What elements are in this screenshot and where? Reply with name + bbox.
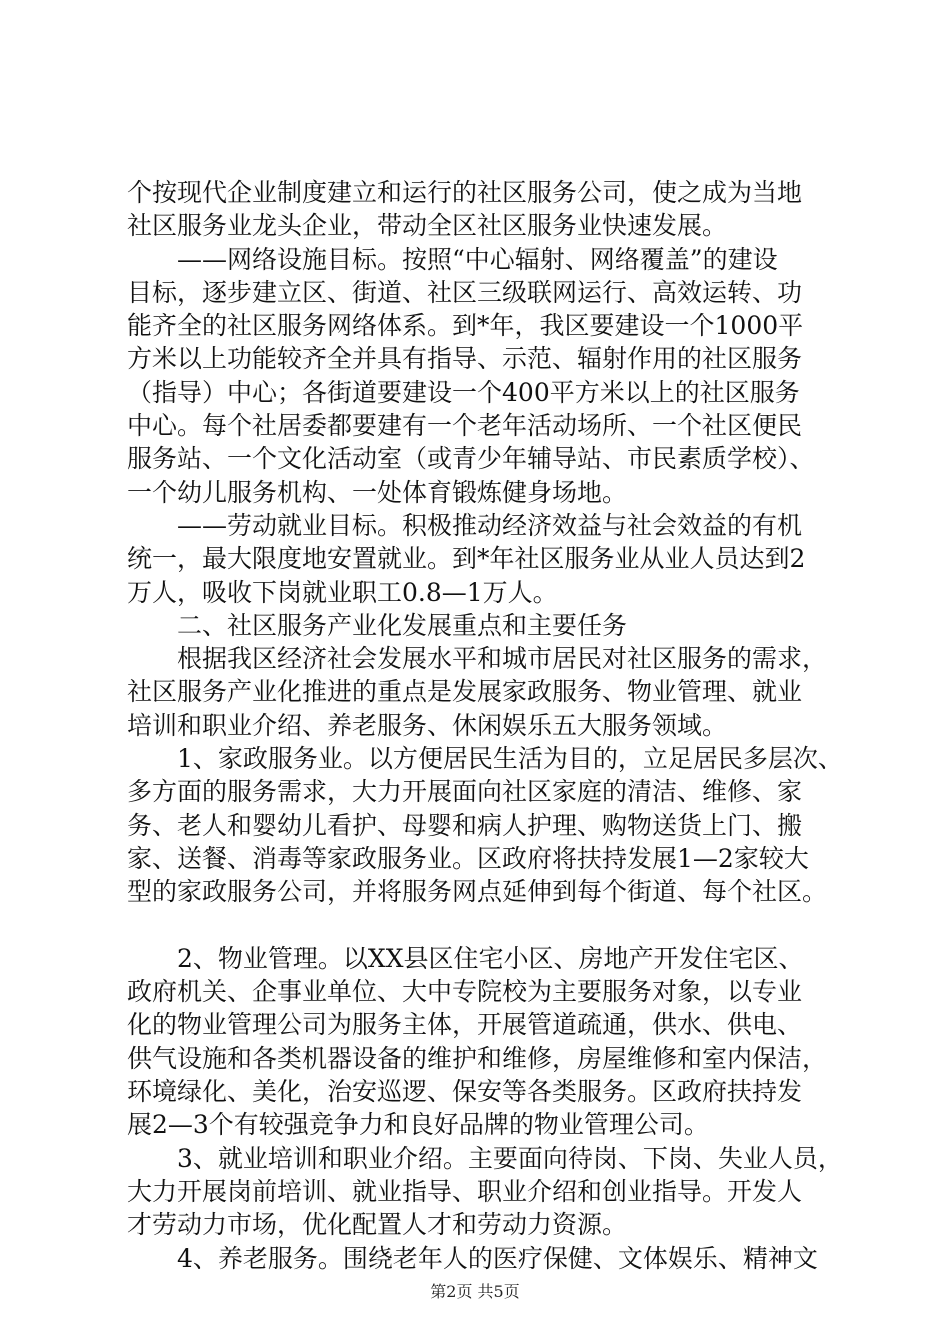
text-line: 服务站、一个文化活动室（或青少年辅导站、市民素质学校）、 [127,444,815,474]
text-line: 能齐全的社区服务网络体系。到*年，我区要建设一个1000平 [127,311,804,341]
text-line: 方米以上功能较齐全并具有指导、示范、辐射作用的社区服务 [127,344,803,374]
text-line: 展2—3个有较强竞争力和良好品牌的物业管理公司。 [127,1110,709,1140]
blank-line [127,909,832,942]
text-line: 3、就业培训和职业介绍。主要面向待岗、下岗、失业人员， [177,1143,843,1173]
text-line: 中心。每个社居委都要建有一个老年活动场所、一个社区便民 [127,411,803,441]
text-line: 社区服务产业化推进的重点是发展家政服务、物业管理、就业 [127,677,803,707]
text-line: 目标，逐步建立区、街道、社区三级联网运行、高效运转、功 [127,277,803,307]
text-line: 环境绿化、美化，治安巡逻、保安等各类服务。区政府扶持发 [127,1077,803,1107]
text-line: 4、养老服务。围绕老年人的医疗保健、文体娱乐、精神文 [177,1243,818,1273]
text-line: 大力开展岗前培训、就业指导、职业介绍和创业指导。开发人 [127,1176,803,1206]
text-line: 统一，最大限度地安置就业。到*年社区服务业从业人员达到2 [127,544,806,574]
text-line: 一个幼儿服务机构、一处体育锻炼健身场地。 [127,477,628,507]
text-line: ——网络设施目标。按照“中心辐射、网络覆盖”的建设 [177,244,778,274]
text-line: ——劳动就业目标。积极推动经济效益与社会效益的有机 [177,510,803,540]
text-line: 二、社区服务产业化发展重点和主要任务 [177,610,628,640]
text-line: 培训和职业介绍、养老服务、休闲娱乐五大服务领域。 [127,710,728,740]
page-footer: 第2页 共5页 [430,1282,520,1301]
text-line: 多方面的服务需求，大力开展面向社区家庭的清洁、维修、家 [127,777,803,807]
text-line: 社区服务业龙头企业，带动全区社区服务业快速发展。 [127,211,728,241]
text-line: 型的家政服务公司，并将服务网点延伸到每个街道、每个社区。 [127,877,828,907]
text-line: 万人，吸收下岗就业职工0.8—1万人。 [127,577,558,607]
text-line: 家、送餐、消毒等家政服务业。区政府将扶持发展1—2家较大 [127,843,809,873]
text-line: 政府机关、企事业单位、大中专院校为主要服务对象，以专业 [127,977,803,1007]
text-line: 个按现代企业制度建立和运行的社区服务公司，使之成为当地 [127,178,803,207]
text-line: 2、物业管理。以XX县区住宅小区、房地产开发住宅区、 [177,943,804,973]
text-line: 化的物业管理公司为服务主体，开展管道疏通，供水、供电、 [127,1010,803,1040]
text-line: 根据我区经济社会发展水平和城市居民对社区服务的需求， [177,644,828,674]
text-line: 1、家政服务业。以方便居民生活为目的，立足居民多层次、 [177,744,843,774]
text-line: 供气设施和各类机器设备的维护和维修，房屋维修和室内保洁， [127,1043,828,1073]
text-line: 才劳动力市场，优化配置人才和劳动力资源。 [127,1210,628,1240]
text-line: （指导）中心；各街道要建设一个400平方米以上的社区服务 [127,377,800,407]
document-body [127,176,843,1275]
text-line: 务、老人和婴幼儿看护、母婴和病人护理、购物送货上门、搬 [127,810,803,840]
